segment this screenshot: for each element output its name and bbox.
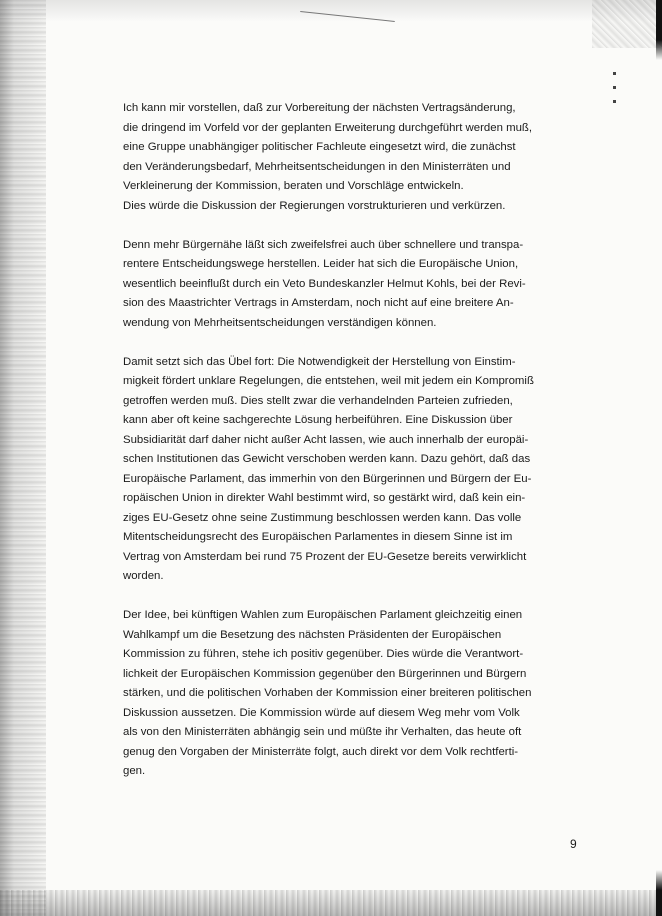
text-line: Denn mehr Bürgernähe läßt sich zweifelsfrei auch über schnellere und transpa- (123, 238, 524, 251)
text-line: schen Institutionen das Gewicht verschoben werden kann. Dazu gehört, daß das (123, 453, 531, 465)
text-line: Ich kann mir vorstellen, daß zur Vorbereitung der nächsten Vertragsänderung, (123, 102, 516, 114)
text-line: Diskussion aussetzen. Die Kommission würde auf diesem Weg mehr vom Volk (123, 706, 520, 719)
text-line: wesentlich beeinflußt durch ein Veto Bundeskanzler Helmut Kohls, bei der Revi- (123, 277, 526, 290)
scan-edge-top (0, 0, 662, 22)
text-line: kann aber oft keine sachgerechte Lösung herbeiführen. Eine Diskussion über (123, 414, 513, 426)
text-line: Verkleinerung der Kommission, beraten und Vorschläge entwickeln. (123, 180, 464, 192)
scan-edge-bottom (0, 890, 662, 916)
text-line: Europäische Parlament, das immerhin von den Bürgerinnen und Bürgern der Eu- (123, 472, 532, 485)
text-line: gen. (123, 765, 146, 777)
text-line: Mitentscheidungsrecht des Europäischen Parlamentes in diesem Sinne ist im (123, 531, 513, 543)
document-body (123, 99, 534, 801)
text-line: sion des Maastrichter Vertrags in Amsterdam, noch nicht auf eine breitere An- (123, 297, 514, 309)
text-line: eine Gruppe unabhängiger politischer Fachleute eingesetzt wird, die zunächst (123, 141, 516, 153)
text-line: migkeit fördert unklare Regelungen, die entstehen, weil mit jedem ein Kompromiß (123, 375, 534, 387)
paragraph-3 (123, 353, 534, 587)
text-line: Subsidiarität darf daher nicht außer Acht lassen, wie auch innerhalb der europäi- (123, 433, 529, 446)
text-line: getroffen werden muß. Dies stellt zwar die verhandelnden Parteien zufrieden, (123, 394, 513, 407)
text-line: Der Idee, bei künftigen Wahlen zum Europäischen Parlament gleichzeitig einen (123, 609, 523, 621)
text-line: ropäischen Union in direkter Wahl bestimmt wird, so gestärkt wird, daß kein ein- (123, 492, 526, 504)
scan-edge-right (656, 0, 662, 916)
text-line: die dringend im Vorfeld vor der geplanten Erweiterung durchgeführt werden muß, (123, 121, 533, 134)
text-line: wendung von Mehrheitsentscheidungen verständigen können. (123, 316, 437, 329)
paragraph-4 (123, 606, 532, 782)
text-line: stärken, und die politischen Vorhaben der Kommission einer breiteren politischen (123, 687, 532, 699)
text-line: den Veränderungsbedarf, Mehrheitsentscheidungen in den Ministerräten und (123, 160, 511, 173)
text-line: rentere Entscheidungswege herstellen. Leider hat sich die Europäische Union, (123, 258, 519, 270)
paragraph-1 (123, 99, 533, 216)
text-line: worden. (123, 570, 164, 582)
paragraph-2 (123, 236, 525, 334)
text-line: Damit setzt sich das Übel fort: Die Notwendigkeit der Herstellung von Einstim- (123, 355, 516, 368)
text-line: Vertrag von Amsterdam bei rund 75 Prozent der EU-Gesetze bereits verwirklicht (123, 550, 527, 563)
text-line: Wahlkampf um die Besetzung des nächsten Präsidenten der Europäischen (123, 628, 502, 641)
page-number: 9 (570, 837, 577, 851)
text-line: als von den Ministerräten abhängig sein und müßte ihr Verhalten, das heute oft (123, 726, 522, 738)
text-line: genug den Vorgaben der Ministerräte folgt, auch direkt vor dem Volk rechtferti- (123, 745, 519, 758)
scan-corner-noise (592, 0, 662, 48)
text-line: Dies würde die Diskussion der Regierungen vorstrukturieren und verkürzen. (123, 199, 506, 212)
punch-hole-marks (613, 72, 616, 112)
scan-edge-left (0, 0, 46, 916)
text-line: ziges EU-Gesetz ohne seine Zustimmung beschlossen werden kann. Das volle (123, 511, 522, 524)
text-line: lichkeit der Europäischen Kommission gegenüber den Bürgerinnen und Bürgern (123, 667, 527, 680)
text-line: Kommission zu führen, stehe ich positiv gegenüber. Dies würde die Verantwort- (123, 648, 524, 660)
